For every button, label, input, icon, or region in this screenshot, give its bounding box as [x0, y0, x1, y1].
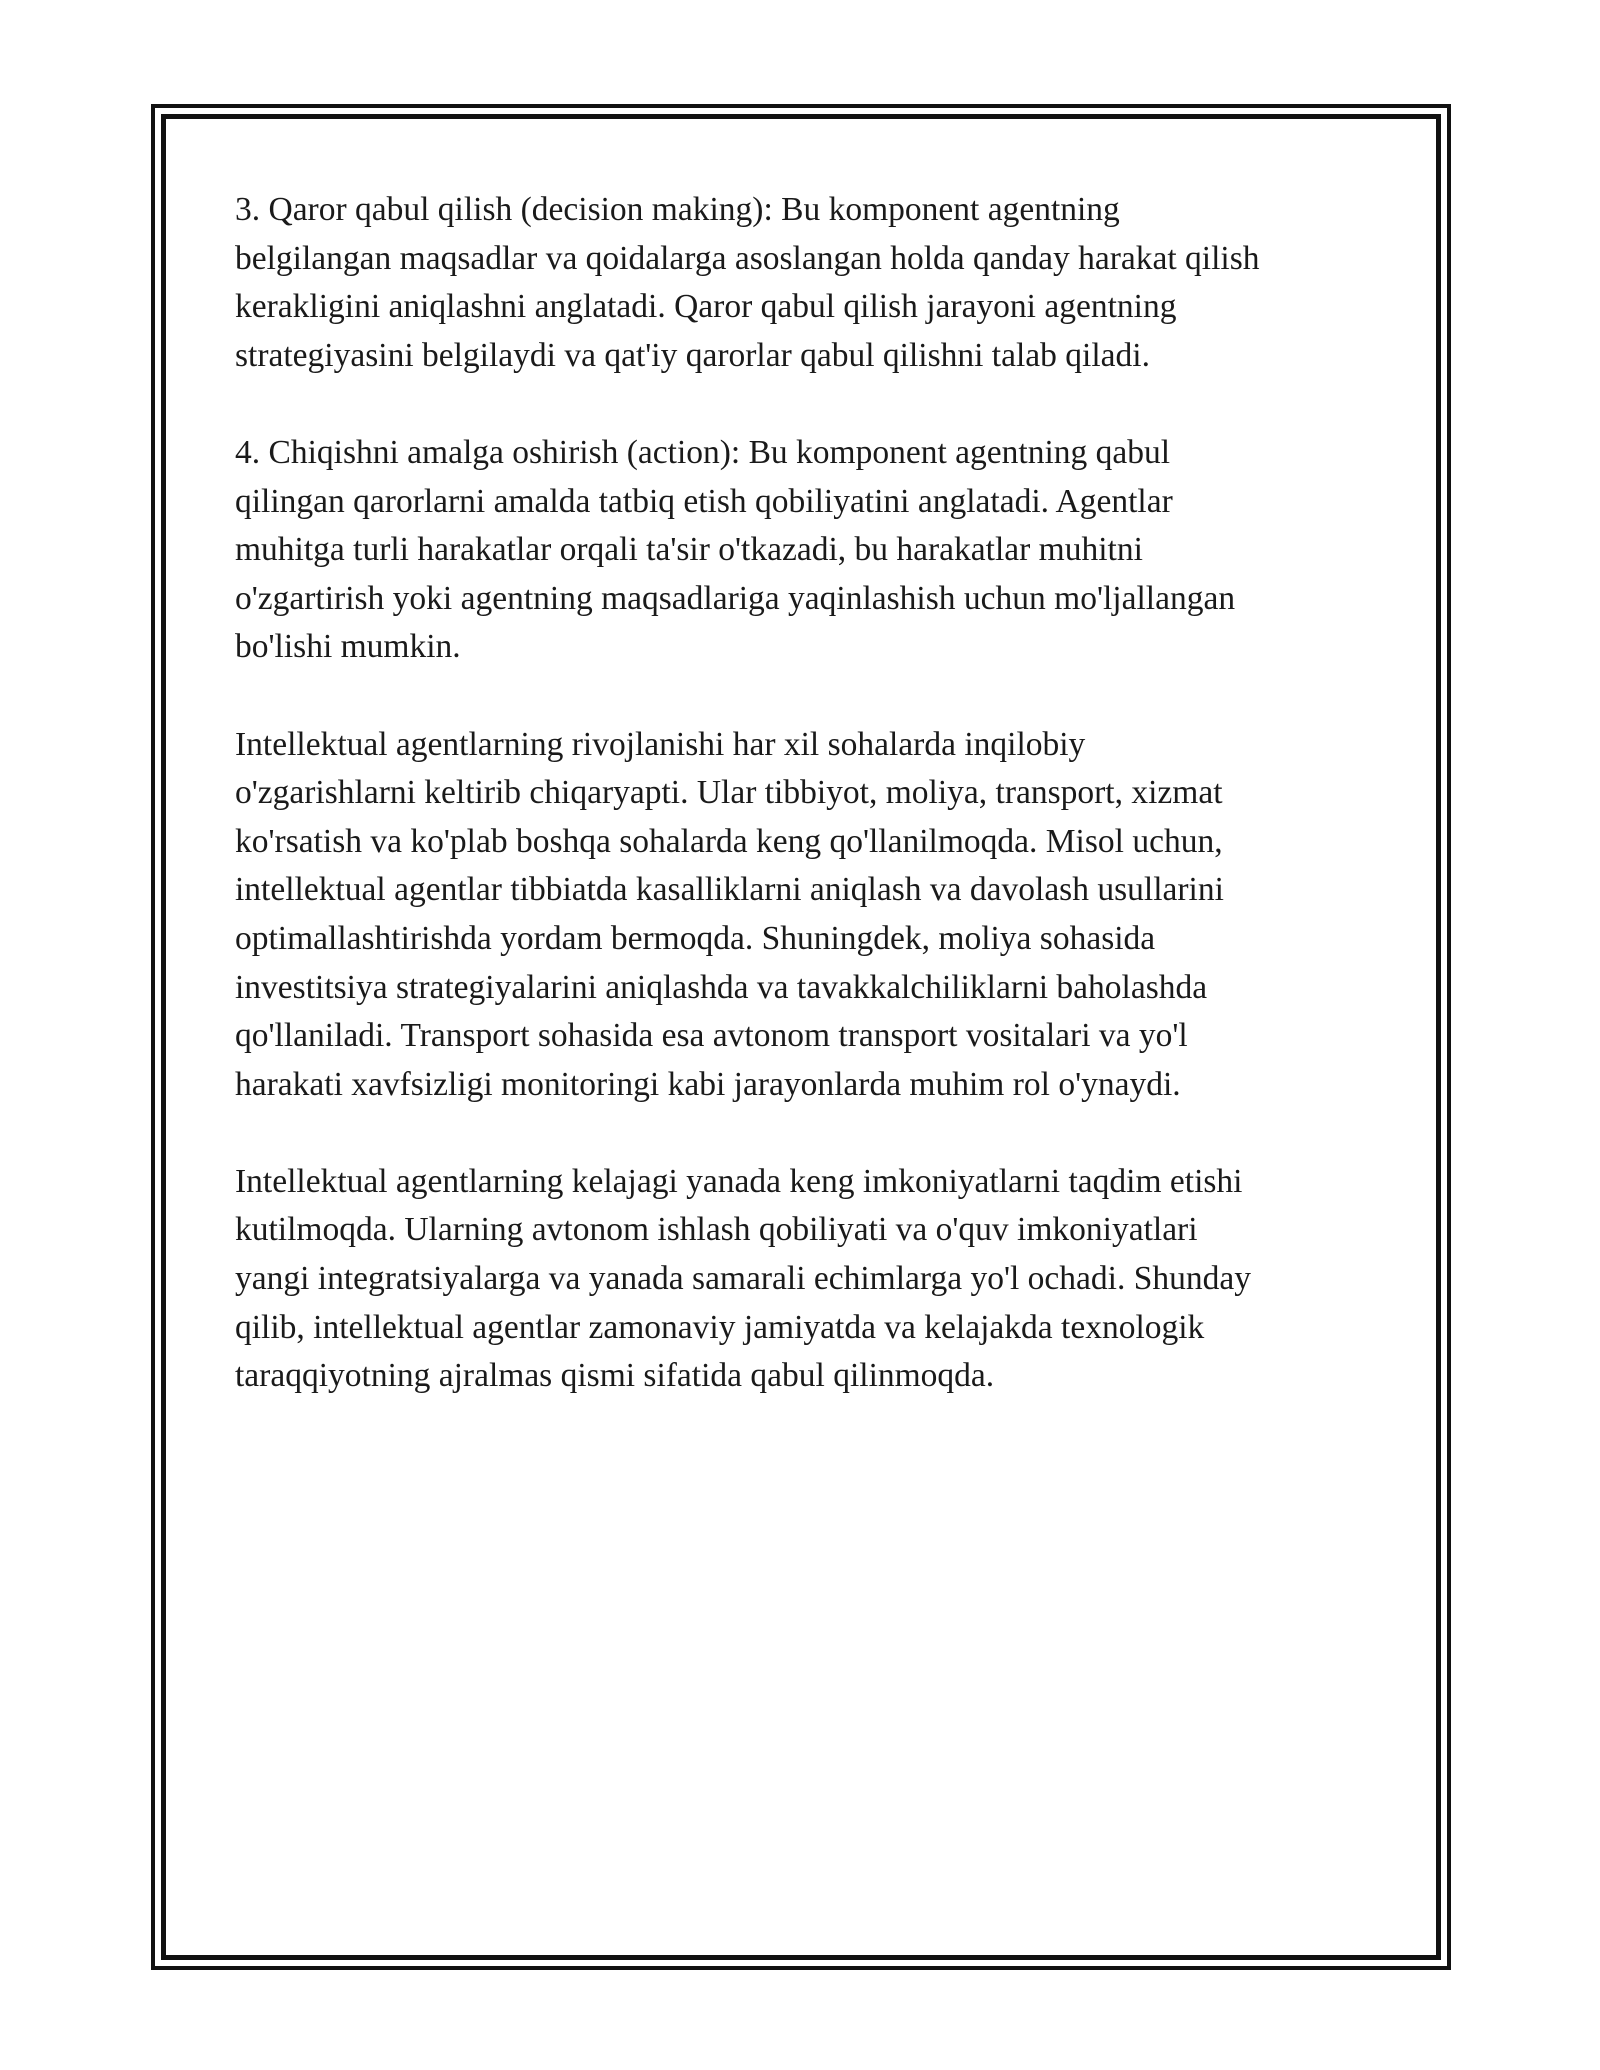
paragraph-decision-making: 3. Qaror qabul qilish (decision making): Bu komponent agentning belgilangan maqsadlar va qoidalarga asoslangan holda qanday harakat qilish kerakligini aniqlashni anglatadi. Qaror qabul qilish jarayoni agentning strategiyasini belgilaydi va qat'iy qarorlar qabul qilishni talab qiladi. — [235, 191, 1260, 374]
paragraph-action: 4. Chiqishni amalga oshirish (action): Bu komponent agentning qabul qilingan qarorlarni amalda tatbiq etish qobiliyatini anglatadi. Agentlar muhitga turli harakatlar orqali ta'sir o'tkazadi, bu harakatlar muhitni o'zgartirish yoki agentning maqsadlariga yaqinlashish uchun mo'ljallangan bo'lishi mumkin. — [235, 433, 1236, 666]
document-body — [235, 186, 1380, 1449]
paragraph-development: Intellektual agentlarning rivojlanishi har xil sohalarda inqilobiy o'zgarishlarni keltirib chiqaryapti. Ular tibbiyot, moliya, transport, xizmat ko'rsatish va ko'plab boshqa sohalarda keng qo'llanilmoqda. Misol uchun, intellektual agentlar tibbiatda kasalliklarni aniqlash va davolash usullarini optimallashtirishda yordam bermoqda. Shuningdek, moliya sohasida investitsiya strategiyalarini aniqlashda va tavakkalchiliklarni baholashda qo'llaniladi. Transport sohasida esa avtonom transport vositalari va yo'l harakati xavfsizligi monitoringi kabi jarayonlarda muhim rol o'ynaydi. — [235, 725, 1224, 1103]
paragraph-future: Intellektual agentlarning kelajagi yanada keng imkoniyatlarni taqdim etishi kutilmoqda. Ularning avtonom ishlash qobiliyati va o'quv imkoniyatlari yangi integratsiyalarga va yanada samarali echimlarga yo'l ochadi. Shunday qilib, intellektual agentlar zamonaviy jamiyatda va kelajakda texnologik taraqqiyotning ajralmas qismi sifatida qabul qilinmoqda. — [235, 1162, 1251, 1395]
